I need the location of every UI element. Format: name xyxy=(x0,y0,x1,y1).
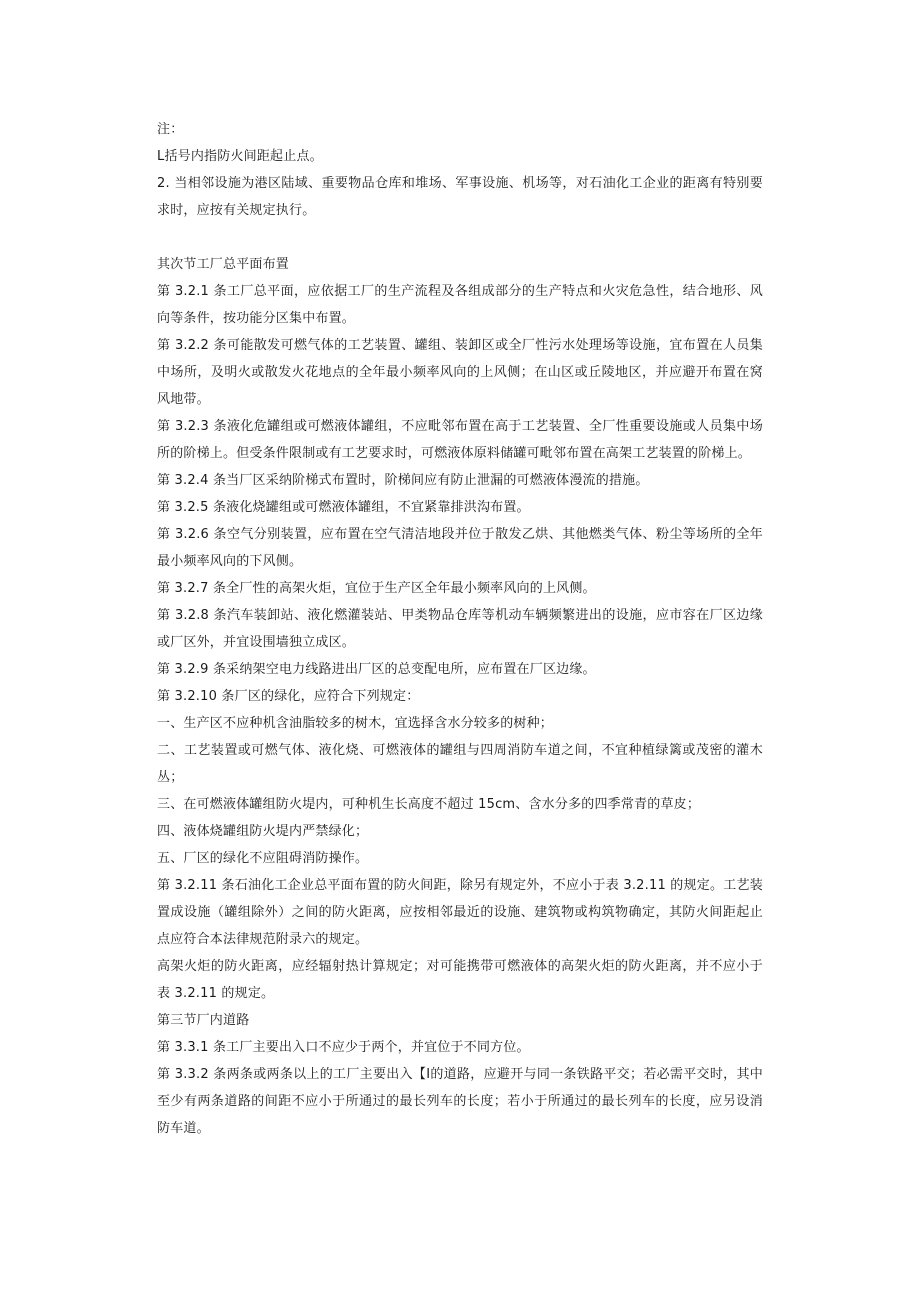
document-body xyxy=(157,116,763,1142)
article-3-2-4: 第 3.2.4 条当厂区采纳阶梯式布置时，阶梯间应有防止泄漏的可燃液体漫流的措施。 xyxy=(157,473,649,488)
section-heading-2: 其次节工厂总平面布置 xyxy=(157,257,290,272)
greening-rule-2: 二、工艺装置或可燃气体、液化烧、可燃液体的罐组与四周消防车道之间，不宜种植绿篱或茂密的灌木丛； xyxy=(157,743,763,785)
blank-line xyxy=(157,224,763,251)
flare-distance-paragraph: 高架火炬的防火距离，应经辐射热计算规定；对可能携带可燃液体的高架火炬的防火距离，并不应小于表 3.2.11 的规定。 xyxy=(157,959,763,1001)
greening-rule-5: 五、厂区的绿化不应阻碍消防操作。 xyxy=(157,851,369,866)
greening-rule-3: 三、在可燃液体罐组防火堤内，可种机生长高度不超过 15cm、含水分多的四季常青的草皮； xyxy=(157,797,701,812)
section-heading-3: 第三节厂内道路 xyxy=(157,1013,250,1028)
note-heading: 注： xyxy=(157,122,184,137)
article-3-2-2: 第 3.2.2 条可能散发可燃气体的工艺装置、罐组、装卸区或全厂性污水处理场等设施，宜布置在人员集中场所，及明火或散发火花地点的全年最小频率风向的上风侧；在山区或丘陵地区，并应避开布置在窝风地带。 xyxy=(157,338,763,407)
note-item-2: 2. 当相邻设施为港区陆域、重要物品仓库和堆场、军事设施、机场等，对石油化工企业的距离有特别要求时，应按有关规定执行。 xyxy=(157,176,763,218)
article-3-2-1: 第 3.2.1 条工厂总平面，应依据工厂的生产流程及各组成部分的生产特点和火灾危急性，结合地形、风向等条件，按功能分区集中布置。 xyxy=(157,284,763,326)
article-3-3-1: 第 3.3.1 条工厂主要出入口不应少于两个，并宜位于不同方位。 xyxy=(157,1040,530,1055)
article-3-2-8: 第 3.2.8 条汽车装卸站、液化燃灌装站、甲类物品仓库等机动车辆频繁进出的设施，应市容在厂区边缘或厂区外，并宜设围墙独立成区。 xyxy=(157,608,763,650)
greening-rule-1: 一、生产区不应种机含油脂较多的树木，宜选择含水分较多的树种； xyxy=(157,716,554,731)
article-3-2-7: 第 3.2.7 条全厂性的高架火炬，宜位于生产区全年最小频率风向的上风侧。 xyxy=(157,581,596,596)
greening-rule-4: 四、液体烧罐组防火堤内严禁绿化； xyxy=(157,824,369,839)
article-3-2-5: 第 3.2.5 条液化烧罐组或可燃液体罐组，不宜紧靠排洪沟布置。 xyxy=(157,500,530,515)
article-3-2-9: 第 3.2.9 条采纳架空电力线路进出厂区的总变配电所，应布置在厂区边缘。 xyxy=(157,662,596,677)
article-3-2-6: 第 3.2.6 条空气分别装置，应布置在空气清洁地段并位于散发乙烘、其他燃类气体、粉尘等场所的全年最小频率风向的下风侧。 xyxy=(157,527,763,569)
article-3-2-11: 第 3.2.11 条石油化工企业总平面布置的防火间距，除另有规定外，不应小于表 3.2.11 的规定。工艺装置成设施（罐组除外）之间的防火距离，应按相邻最近的设施、建筑物或构筑物确定，其防火间距起止点应符合本法律规范附录六的规定。 xyxy=(157,878,763,947)
article-3-3-2: 第 3.3.2 条两条或两条以上的工厂主要出入【I的道路，应避开与同一条铁路平交；若必需平交时，其中至少有两条道路的间距不应小于所通过的最长列车的长度；若小于所通过的最长列车的长度，应另设消防车道。 xyxy=(157,1067,763,1136)
article-3-2-10: 第 3.2.10 条厂区的绿化，应符合下列规定： xyxy=(157,689,420,704)
article-3-2-3: 第 3.2.3 条液化危罐组或可燃液体罐组，不应毗邻布置在高于工艺装置、全厂性重要设施或人员集中场所的阶梯上。但受条件限制或有工艺要求时，可燃液体原料储罐可毗邻布置在高架工艺装置的阶梯上。 xyxy=(157,419,763,461)
note-item-1: L括号内指防火间距起止点。 xyxy=(157,149,323,164)
